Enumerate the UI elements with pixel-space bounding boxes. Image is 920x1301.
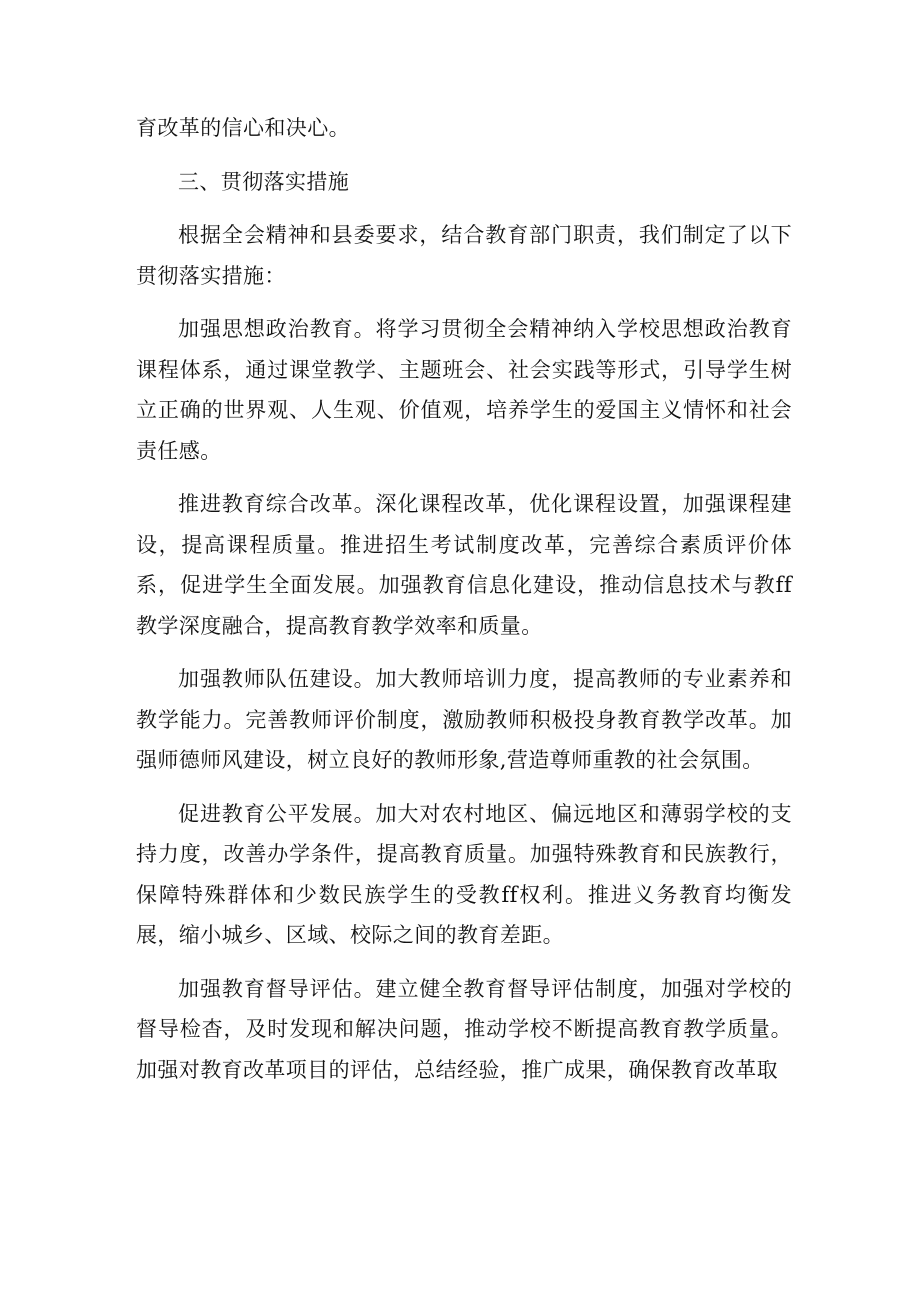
paragraph-education-reform: 推进教育综合改革。深化课程改革，优化课程设置，加强课程建设，提高课程质量。推进招生考试制度改革，完善综合素质评价体系，促进学生全面发展。加强教育信息化建设，推动信息技术与教ff教学深度融合，提高教育教学效率和质量。 (136, 492, 792, 638)
paragraph-supervision-evaluation: 加强教育督导评估。建立健全教育督导评估制度，加强对学校的督导检杳，及时发现和解决问题，推动学校不断提高教育教学质量。加强对教育改革项目的评估，总结经验，推广成果，确保教育改革取 (136, 976, 792, 1082)
paragraph-continuation: 育改革的信心和决心。 (136, 116, 350, 140)
document-body (136, 108, 792, 1103)
paragraph-intro: 根据全会精神和县委要求，结合教育部门职责，我们制定了以下贯彻落实措施： (136, 223, 792, 288)
paragraph-education-equity: 促进教育公平发展。加大对农村地区、偏远地区和薄弱学校的支持力度，改善办学条件，提高教育质量。加强特殊教育和民族教行，保障特殊群体和少数民族学生的受教ff权利。推进义务教育均衡发展，缩小城乡、区域、校际之间的教育差距。 (136, 801, 792, 947)
paragraph-ideological-education: 加强思想政治教育。将学习贯彻全会精神纳入学校思想政治教育课程体系，通过课堂教学、主题班会、社会实践等形式，引导学生树立正确的世界观、人生观、价值观，培养学生的爱国主义情怀和社会责任感。 (136, 317, 792, 463)
paragraph-teacher-building: 加强教师队伍建设。加大教师培训力度，提高教师的专业素养和教学能力。完善教师评价制度，激励教师积极投身教育教学改革。加强师德师风建设，树立良好的教师形象,营造尊师重教的社会氛围。 (136, 667, 792, 772)
section-heading: 三、贯彻落实措施 (178, 169, 350, 194)
